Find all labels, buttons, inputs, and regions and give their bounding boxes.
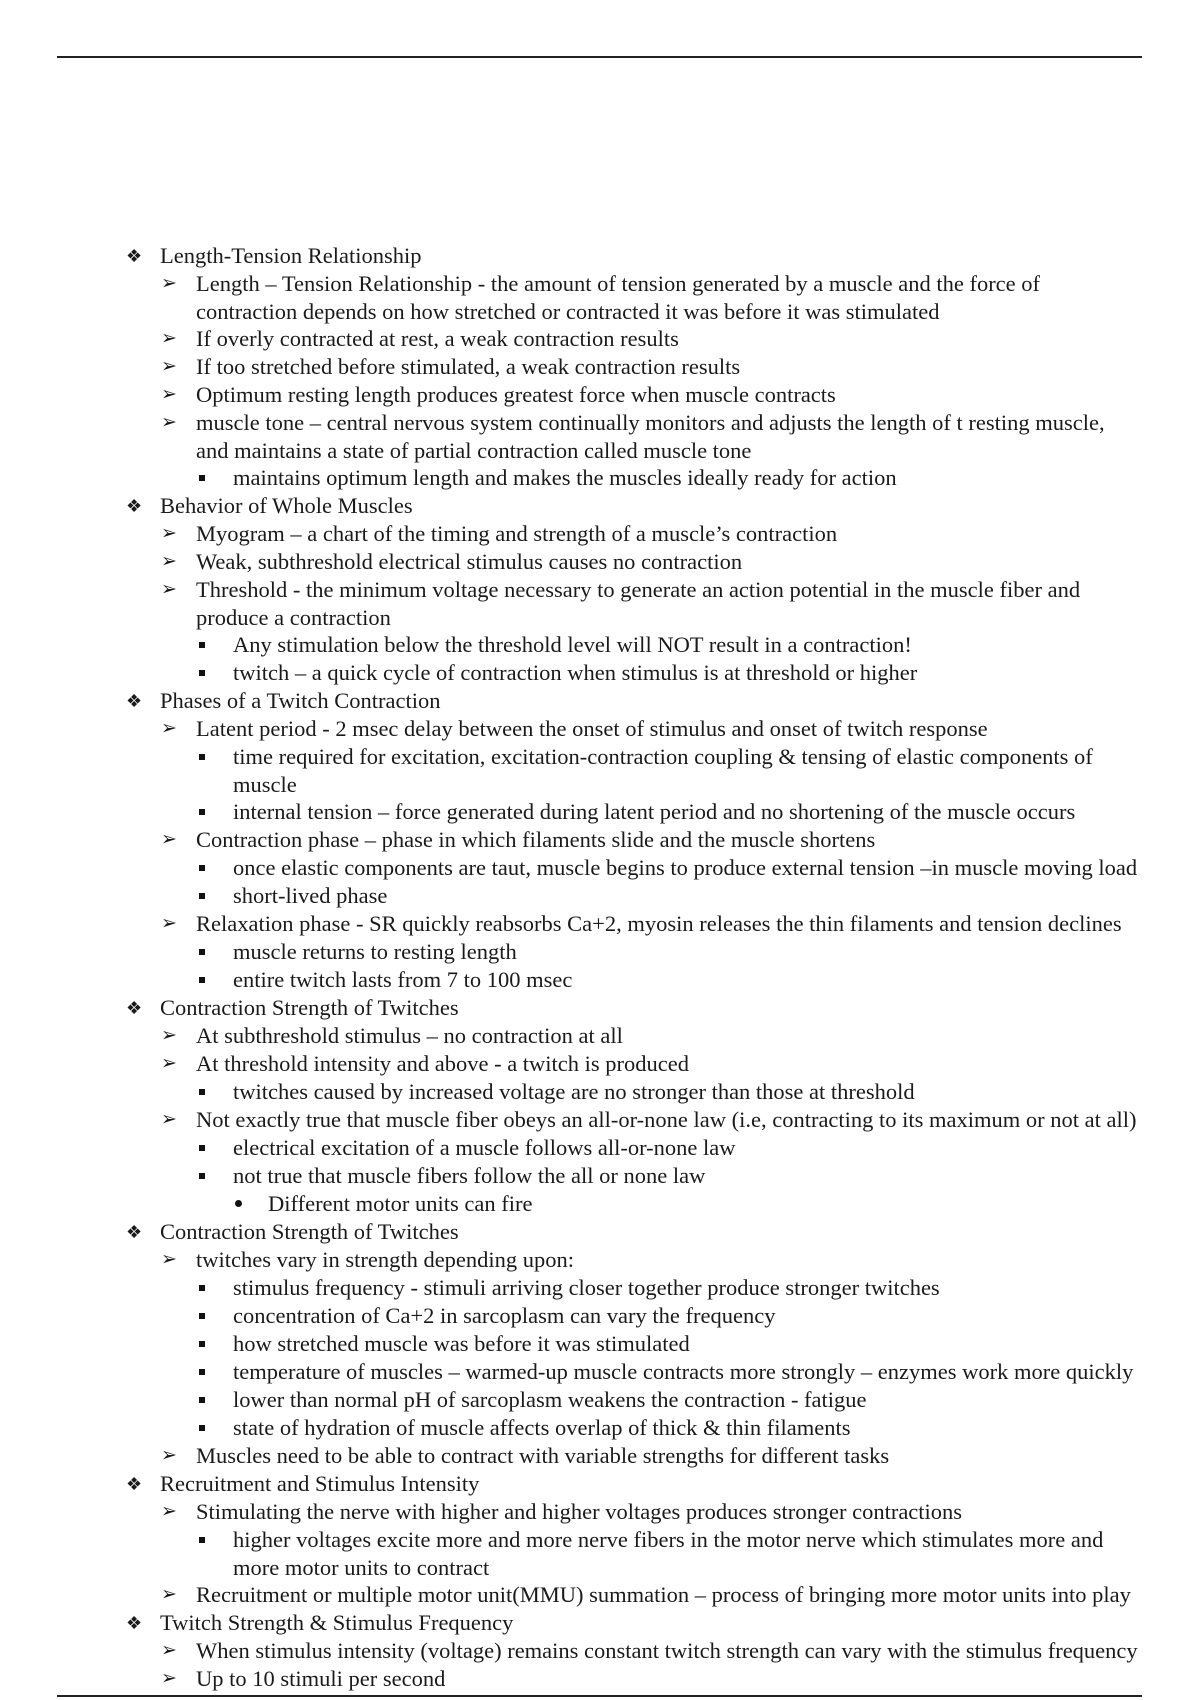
item-text: Latent period - 2 msec delay between the onset of stimulus and onset of twitch response <box>196 716 988 741</box>
section-heading <box>0 1218 1200 1246</box>
item-text: Any stimulation below the threshold level will NOT result in a contraction! <box>233 632 912 657</box>
item-text: When stimulus intensity (voltage) remains constant twitch strength can vary with the stimulus frequency <box>196 1638 1138 1663</box>
arrowhead-bullet-icon: ➢ <box>161 913 177 934</box>
item-text: Myogram – a chart of the timing and strength of a muscle’s contraction <box>196 521 838 546</box>
section-heading <box>0 1609 1200 1637</box>
section-heading <box>0 492 1200 520</box>
item-continuation <box>0 437 1200 464</box>
square-bullet-icon <box>199 1134 205 1162</box>
item-text: twitches vary in strength depending upon: <box>196 1247 575 1272</box>
item-text: internal tension – force generated during latent period and no shortening of the muscle occurs <box>233 799 1076 824</box>
sub-bullet-item <box>0 966 1200 994</box>
square-bullet-icon <box>199 1358 205 1386</box>
item-text: muscle returns to resting length <box>233 939 517 964</box>
bullet-item <box>0 1050 1200 1078</box>
item-text: At threshold intensity and above - a twitch is produced <box>196 1051 690 1076</box>
sub-bullet-item <box>0 1330 1200 1358</box>
sub-bullet-item <box>0 1358 1200 1386</box>
section-heading <box>0 1470 1200 1498</box>
item-continuation-text: muscle <box>233 772 297 797</box>
item-text: Threshold - the minimum voltage necessary to generate an action potential in the muscle fiber and <box>196 577 1081 602</box>
bullet-item <box>0 548 1200 576</box>
bullet-item <box>0 409 1200 437</box>
arrowhead-bullet-icon: ➢ <box>161 1640 177 1661</box>
arrowhead-bullet-icon: ➢ <box>161 1668 177 1689</box>
item-text: Different motor units can fire <box>268 1191 533 1216</box>
item-text: Length – Tension Relationship - the amount of tension generated by a muscle and the force of <box>196 271 1041 296</box>
square-bullet-icon <box>199 966 205 994</box>
arrowhead-bullet-icon: ➢ <box>161 829 177 850</box>
item-text: Contraction phase – phase in which filaments slide and the muscle shortens <box>196 827 876 852</box>
arrowhead-bullet-icon: ➢ <box>161 1249 177 1270</box>
item-text: maintains optimum length and makes the muscles ideally ready for action <box>233 465 897 490</box>
footer-rule <box>57 1695 1142 1697</box>
item-text: Phases of a Twitch Contraction <box>160 688 441 713</box>
item-continuation <box>0 1554 1200 1581</box>
sub-bullet-item <box>0 1386 1200 1414</box>
square-bullet-icon <box>199 882 205 910</box>
bullet-item <box>0 576 1200 604</box>
bullet-item <box>0 520 1200 548</box>
arrowhead-bullet-icon: ➢ <box>161 356 177 377</box>
item-text: At subthreshold stimulus – no contraction at all <box>196 1023 623 1048</box>
sub-bullet-item <box>0 1414 1200 1442</box>
item-text: once elastic components are taut, muscle begins to produce external tension –in muscle moving load <box>233 855 1138 880</box>
square-bullet-icon <box>199 938 205 966</box>
sub-bullet-item <box>0 464 1200 492</box>
diamond-bullet-icon: ❖ <box>126 1222 143 1242</box>
sub-bullet-item <box>0 854 1200 882</box>
bullet-item <box>0 353 1200 381</box>
arrowhead-bullet-icon: ➢ <box>161 1445 177 1466</box>
item-text: Up to 10 stimuli per second <box>196 1666 446 1691</box>
arrowhead-bullet-icon: ➢ <box>161 1109 177 1130</box>
bullet-item <box>0 1498 1200 1526</box>
arrowhead-bullet-icon: ➢ <box>161 1053 177 1074</box>
square-bullet-icon <box>199 1414 205 1442</box>
section-heading <box>0 994 1200 1022</box>
square-bullet-icon <box>199 1526 205 1554</box>
item-text: Twitch Strength & Stimulus Frequency <box>160 1610 514 1635</box>
item-text: muscle tone – central nervous system continually monitors and adjusts the length of t resting muscle, <box>196 410 1105 435</box>
sub-bullet-item <box>0 1162 1200 1190</box>
item-text: temperature of muscles – warmed-up muscle contracts more strongly – enzymes work more quickly <box>233 1359 1134 1384</box>
diamond-bullet-icon: ❖ <box>126 1613 143 1633</box>
item-text: state of hydration of muscle affects overlap of thick & thin filaments <box>233 1415 851 1440</box>
item-text: stimulus frequency - stimuli arriving closer together produce stronger twitches <box>233 1275 940 1300</box>
sub-bullet-item <box>0 1134 1200 1162</box>
arrowhead-bullet-icon: ➢ <box>161 412 177 433</box>
arrowhead-bullet-icon: ➢ <box>161 523 177 544</box>
arrowhead-bullet-icon: ➢ <box>161 273 177 294</box>
dot-bullet-icon <box>235 1190 242 1218</box>
item-text: concentration of Ca+2 in sarcoplasm can vary the frequency <box>233 1303 776 1328</box>
arrowhead-bullet-icon: ➢ <box>161 384 177 405</box>
item-text: Relaxation phase - SR quickly reabsorbs Ca+2, myosin releases the thin filaments and tension declines <box>196 911 1122 936</box>
bullet-item <box>0 826 1200 854</box>
arrowhead-bullet-icon: ➢ <box>161 718 177 739</box>
item-text: electrical excitation of a muscle follows all-or-none law <box>233 1135 736 1160</box>
sub-bullet-item <box>0 1526 1200 1554</box>
item-text: Behavior of Whole Muscles <box>160 493 413 518</box>
sub-bullet-item <box>0 1078 1200 1106</box>
sub-sub-bullet-item <box>0 1190 1200 1218</box>
item-text: Muscles need to be able to contract with variable strengths for different tasks <box>196 1443 890 1468</box>
item-continuation-text: and maintains a state of partial contraction called muscle tone <box>196 438 752 463</box>
item-text: not true that muscle fibers follow the all or none law <box>233 1163 706 1188</box>
item-text: Contraction Strength of Twitches <box>160 1219 459 1244</box>
square-bullet-icon <box>199 1162 205 1190</box>
item-text: Contraction Strength of Twitches <box>160 995 459 1020</box>
item-continuation <box>0 298 1200 325</box>
item-text: how stretched muscle was before it was stimulated <box>233 1331 690 1356</box>
sub-bullet-item <box>0 1302 1200 1330</box>
item-text: Weak, subthreshold electrical stimulus causes no contraction <box>196 549 743 574</box>
item-text: If overly contracted at rest, a weak contraction results <box>196 326 679 351</box>
square-bullet-icon <box>199 659 205 687</box>
bullet-item <box>0 1665 1200 1693</box>
diamond-bullet-icon: ❖ <box>126 246 143 266</box>
item-text: Optimum resting length produces greatest force when muscle contracts <box>196 382 836 407</box>
arrowhead-bullet-icon: ➢ <box>161 1501 177 1522</box>
sub-bullet-item <box>0 1274 1200 1302</box>
square-bullet-icon <box>199 854 205 882</box>
item-text: higher voltages excite more and more nerve fibers in the motor nerve which stimulates more and <box>233 1527 1104 1552</box>
arrowhead-bullet-icon: ➢ <box>161 1025 177 1046</box>
bullet-item <box>0 270 1200 298</box>
document-body <box>0 242 1200 1693</box>
diamond-bullet-icon: ❖ <box>126 496 143 516</box>
bullet-item <box>0 910 1200 938</box>
bullet-item <box>0 1246 1200 1274</box>
square-bullet-icon <box>199 1078 205 1106</box>
item-continuation <box>0 604 1200 631</box>
item-text: Stimulating the nerve with higher and higher voltages produces stronger contractions <box>196 1499 963 1524</box>
arrowhead-bullet-icon: ➢ <box>161 551 177 572</box>
diamond-bullet-icon: ❖ <box>126 1474 143 1494</box>
item-continuation-text: more motor units to contract <box>233 1555 490 1580</box>
square-bullet-icon <box>199 631 205 659</box>
bullet-item <box>0 325 1200 353</box>
sub-bullet-item <box>0 882 1200 910</box>
item-text: lower than normal pH of sarcoplasm weakens the contraction - fatigue <box>233 1387 867 1412</box>
section-heading <box>0 687 1200 715</box>
bullet-item <box>0 1637 1200 1665</box>
item-text: Not exactly true that muscle fiber obeys an all-or-none law (i.e, contracting to its maximum or not at all) <box>196 1107 1137 1132</box>
square-bullet-icon <box>199 743 205 771</box>
item-continuation-text: produce a contraction <box>196 605 391 630</box>
item-text: time required for excitation, excitation-contraction coupling & tensing of elastic components of <box>233 744 1093 769</box>
diamond-bullet-icon: ❖ <box>126 691 143 711</box>
item-continuation-text: contraction depends on how stretched or contracted it was before it was stimulated <box>196 299 940 324</box>
bullet-item <box>0 715 1200 743</box>
bullet-item <box>0 1581 1200 1609</box>
bullet-item <box>0 1022 1200 1050</box>
square-bullet-icon <box>199 464 205 492</box>
square-bullet-icon <box>199 1302 205 1330</box>
square-bullet-icon <box>199 1386 205 1414</box>
item-text: twitches caused by increased voltage are no stronger than those at threshold <box>233 1079 915 1104</box>
arrowhead-bullet-icon: ➢ <box>161 328 177 349</box>
diamond-bullet-icon: ❖ <box>126 998 143 1018</box>
arrowhead-bullet-icon: ➢ <box>161 579 177 600</box>
square-bullet-icon <box>199 1330 205 1358</box>
item-text: Length-Tension Relationship <box>160 243 422 268</box>
arrowhead-bullet-icon: ➢ <box>161 1584 177 1605</box>
item-text: short-lived phase <box>233 883 388 908</box>
item-text: Recruitment and Stimulus Intensity <box>160 1471 480 1496</box>
item-text: If too stretched before stimulated, a weak contraction results <box>196 354 741 379</box>
square-bullet-icon <box>199 1274 205 1302</box>
header-rule <box>57 56 1142 58</box>
item-continuation <box>0 771 1200 798</box>
sub-bullet-item <box>0 798 1200 826</box>
sub-bullet-item <box>0 743 1200 771</box>
item-text: Recruitment or multiple motor unit(MMU) summation – process of bringing more motor units into play <box>196 1582 1131 1607</box>
sub-bullet-item <box>0 631 1200 659</box>
bullet-item <box>0 1442 1200 1470</box>
bullet-item <box>0 381 1200 409</box>
sub-bullet-item <box>0 938 1200 966</box>
square-bullet-icon <box>199 798 205 826</box>
item-text: twitch – a quick cycle of contraction when stimulus is at threshold or higher <box>233 660 918 685</box>
item-text: entire twitch lasts from 7 to 100 msec <box>233 967 573 992</box>
sub-bullet-item <box>0 659 1200 687</box>
section-heading <box>0 242 1200 270</box>
bullet-item <box>0 1106 1200 1134</box>
